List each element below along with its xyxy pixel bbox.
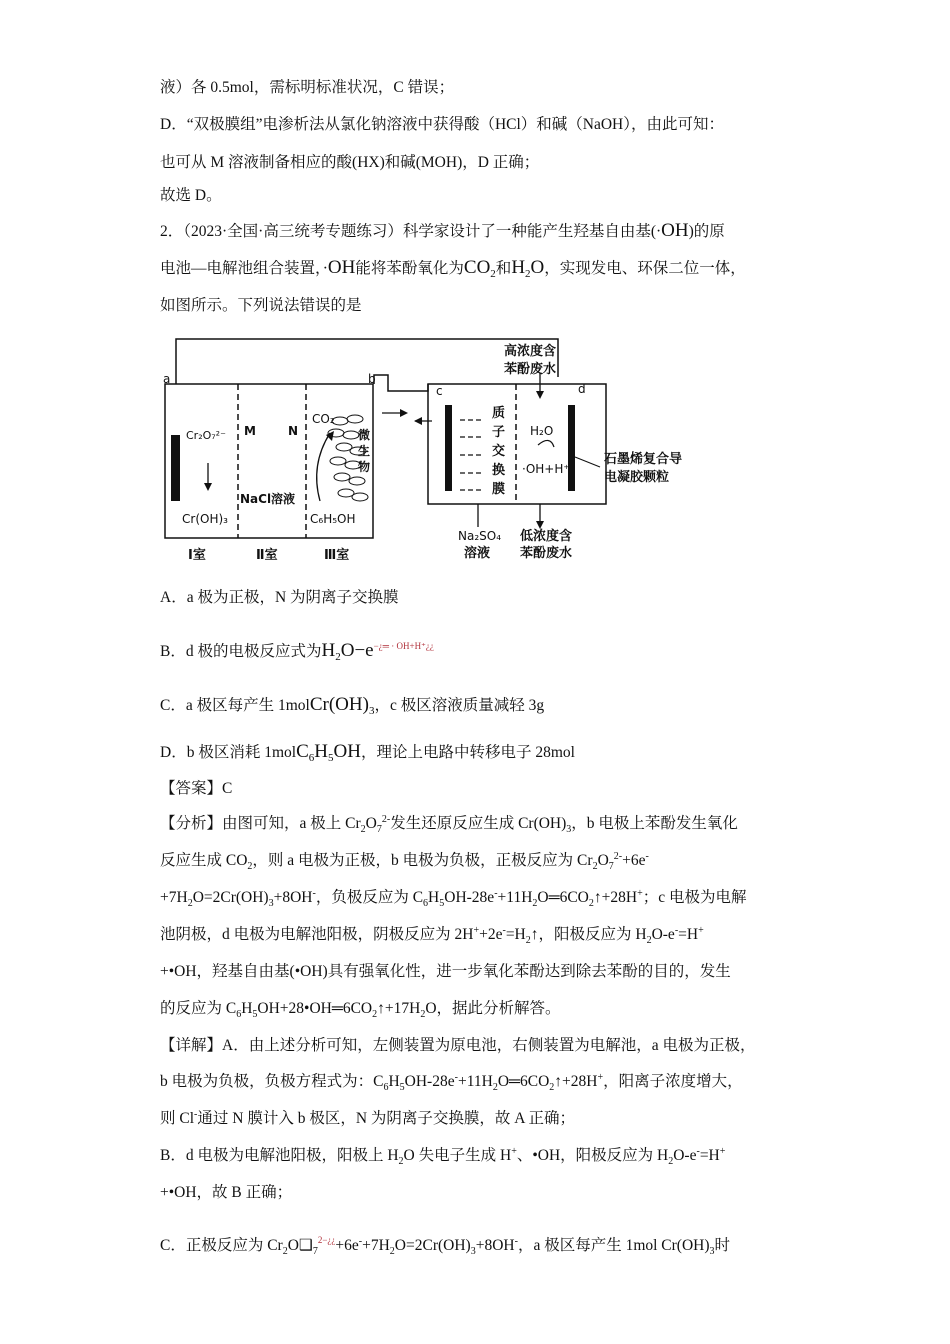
label-room: Ⅰ室 bbox=[188, 548, 206, 563]
analysis-line: 池阴极，d 电极为电解池阳极，阴极反应为 $2H^++2e^-=H_2↑$，阳极反应为 $H_2O-e^-=H^+$ bbox=[160, 924, 704, 947]
label-microbe: 物 bbox=[358, 460, 371, 474]
text: ，实现发电、环保二位一体， bbox=[544, 260, 746, 277]
text: ，理论上电路中转移电子 28mol bbox=[360, 744, 575, 761]
text: 2．（2023·全国·高三统考专题练习）科学家设计了一种能产生羟基自由基(· bbox=[160, 223, 662, 240]
label-room: Ⅱ室 bbox=[256, 548, 278, 563]
formula: CO bbox=[463, 257, 491, 278]
detail-line: C．正极反应为 $Cr_2O❑_7^{2-¿¿}+6e^-+7H_2O=2Cr(OH)_3+8OH^-$，a 极区每产生 1mol $Cr(OH)_3$时 bbox=[160, 1235, 731, 1258]
label-membrane: 交 bbox=[492, 444, 506, 459]
text-line: 如图所示。下列说法错误的是 bbox=[160, 297, 362, 314]
analysis-line: 【分析】由图可知，a 极上 $Cr_2O_7^{2-}$发生还原反应生成 $Cr(OH)_3$，b 电极上苯酚发生氧化 bbox=[160, 813, 738, 836]
detail-line: 【详解】A．由上述分析可知，左侧装置为原电池，右侧装置为电解池，a 电极为正极， bbox=[160, 1037, 756, 1054]
electrochemical-device-diagram bbox=[160, 335, 720, 571]
analysis-line: $+7H_2O=2Cr(OH)_3+8OH^-$，负极反应为 $C_6H_5OH-28e^-+11H_2O═6CO_2↑+28H^+$；c 电极为电解 bbox=[160, 887, 747, 910]
formula: H bbox=[321, 640, 336, 661]
label-phenol: C₆H₅OH bbox=[310, 512, 356, 526]
detail-line: B．d 电极为电解池阳极，阳极上 $H_2O$ 失电子生成 H+、•OH，阳极反应为 $H_2O-e^-=H^+$ bbox=[160, 1145, 726, 1168]
formula: H bbox=[511, 257, 526, 278]
broken-formula: −¿═ · OH+H⁺¿¿ bbox=[373, 641, 434, 651]
text-line: 液）各 0.5mol，需标明标准状况，C 错误； bbox=[160, 79, 455, 96]
formula: H bbox=[314, 741, 328, 762]
label-room: Ⅲ室 bbox=[324, 548, 350, 563]
text-line: 故选 D。 bbox=[160, 187, 222, 204]
formula: OH bbox=[333, 741, 361, 762]
right-cell bbox=[428, 384, 606, 504]
formula: −e bbox=[354, 640, 374, 661]
text: 和 bbox=[495, 260, 512, 277]
detail-line: +•OH，故 B 正确； bbox=[160, 1184, 293, 1201]
label-outlet: 苯酚废水 bbox=[520, 546, 573, 561]
option-a: A．a 极为正极，N 为阴离子交换膜 bbox=[160, 589, 399, 606]
label-na2so4: 溶液 bbox=[464, 546, 491, 561]
label-h2o: H₂O bbox=[530, 424, 554, 438]
text: 电池—电解池组合装置，· bbox=[160, 260, 328, 277]
analysis-line: 反应生成 $CO_2$，则 a 电极为正极，b 电极为负极，正极反应为 $Cr_2O_7^{2-}+6e^-$ bbox=[160, 850, 649, 873]
electrode-d bbox=[568, 405, 575, 491]
formula: Cr bbox=[309, 694, 329, 715]
question-stem: 电池—电解池组合装置，·OH能将苯酚氧化为$CO_2$和$H_2O$，实现发电、环保二位一体， bbox=[160, 257, 746, 280]
label-cr2o7: Cr₂O₇²⁻ bbox=[186, 429, 226, 442]
option-c: C．a 极区每产生 $1molCr(OH)_3$，c 极区溶液质量减轻 3g bbox=[160, 694, 545, 717]
formula: OH bbox=[327, 257, 356, 278]
label-membrane: 换 bbox=[492, 463, 506, 478]
formula: C bbox=[296, 741, 309, 762]
text-line: D．“双极膜组”电渗析法从氯化钠溶液中获得酸（HCl）和碱（NaOH），由此可知： bbox=[160, 116, 725, 133]
formula: O bbox=[530, 257, 545, 278]
label-inlet: 高浓度含 bbox=[504, 344, 557, 359]
text: ，c 极区溶液质量减轻 3g bbox=[374, 697, 545, 714]
label-membrane: 质 bbox=[492, 406, 506, 421]
option-d: D．b 极区消耗 $1molC_6H_5OH$，理论上电路中转移电子 28mol bbox=[160, 741, 575, 764]
label-nacl: NaCl溶液 bbox=[240, 492, 296, 506]
label-membrane: 膜 bbox=[492, 482, 506, 497]
label-d: d bbox=[578, 382, 586, 396]
label-outlet: 低浓度含 bbox=[520, 529, 573, 544]
analysis-line: 的反应为 $C_6H_5OH+28•OH═6CO_2↑+17H_2O$，据此分析解答。 bbox=[160, 1000, 561, 1021]
label-microbe: 微 bbox=[358, 428, 371, 442]
text: B．d 极的电极反应式为 bbox=[160, 643, 322, 660]
formula: O bbox=[340, 640, 355, 661]
text-line: 也可从 M 溶液制备相应的酸(HX)和碱(MOH)，D 正确； bbox=[160, 154, 540, 171]
formula: (OH) bbox=[328, 694, 369, 715]
electrode-c bbox=[445, 405, 452, 491]
label-microbe: 生 bbox=[358, 444, 371, 458]
label-co2: CO₂ bbox=[312, 412, 335, 426]
text: C．a 极区每产生 1mol bbox=[160, 697, 310, 714]
option-b: B．d 极的电极反应式为$H_2O-e^{-¿═ \cdot OH+H^+¿¿}$ bbox=[160, 640, 434, 663]
label-n: N bbox=[288, 424, 299, 438]
detail-line: 则 Cl-通过 N 膜计入 b 极区，N 为阴离子交换膜，故 A 正确； bbox=[160, 1108, 575, 1127]
question-stem bbox=[160, 221, 725, 242]
label-oh-h: ·OH+H⁺ bbox=[522, 462, 570, 476]
answer: 【答案】C bbox=[160, 780, 233, 797]
label-graphene: 石墨烯复合导 bbox=[604, 452, 683, 467]
label-croh3: Cr(OH)₃ bbox=[182, 512, 228, 526]
label-a: a bbox=[163, 372, 171, 386]
detail-line: b 电极为负极，负极方程式为：$C_6H_5OH-28e^-+11H_2O═6CO_2↑+28H^+$，阳离子浓度增大， bbox=[160, 1071, 743, 1094]
analysis-line: +•OH，羟基自由基(•OH)具有强氧化性，进一步氧化苯酚达到除去苯酚的目的，发生 bbox=[160, 963, 731, 980]
label-b: b bbox=[368, 372, 376, 386]
label-graphene: 电凝胶颗粒 bbox=[604, 470, 670, 485]
label-membrane: 子 bbox=[492, 425, 506, 440]
electrode-a bbox=[171, 435, 180, 501]
text: )的原 bbox=[688, 223, 725, 240]
label-na2so4: Na₂SO₄ bbox=[458, 529, 502, 543]
label-c: c bbox=[436, 384, 443, 398]
formula: OH bbox=[661, 220, 689, 241]
label-m: M bbox=[244, 424, 256, 438]
label-inlet: 苯酚废水 bbox=[504, 362, 557, 377]
text: 能将苯酚氧化为 bbox=[355, 260, 464, 277]
text: D．b 极区消耗 1mol bbox=[160, 744, 297, 761]
